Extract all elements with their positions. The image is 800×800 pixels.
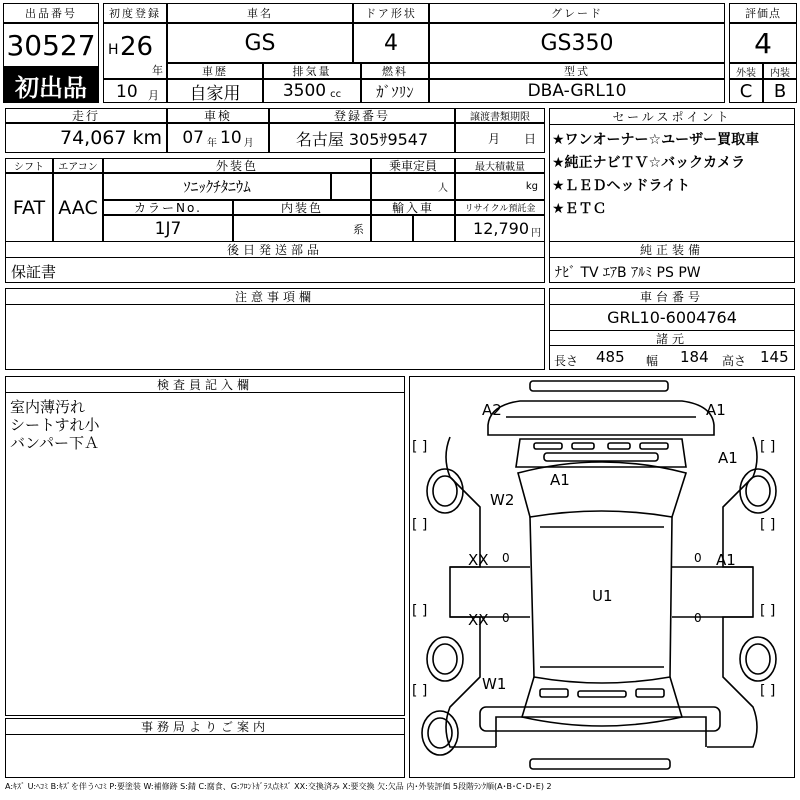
- inspector-panel: [5, 376, 405, 716]
- sales-point-2: ★純正ナビＴＶ☆バックカメラ: [552, 155, 746, 171]
- mark-xx-rear: XX: [468, 611, 489, 629]
- mark-zero-2: 0: [694, 551, 702, 565]
- mark-zero-3: 0: [502, 611, 510, 625]
- bracket-right-4: [ ]: [760, 683, 776, 699]
- car-name: GS: [167, 23, 353, 63]
- transfer-day-unit: 日: [523, 131, 536, 146]
- history: 自家用: [167, 79, 263, 103]
- interior-grade: B: [763, 79, 797, 103]
- int-color-label: 内装色: [233, 200, 371, 215]
- ext-color-extra: [331, 173, 371, 200]
- recycle: 12,790: [473, 219, 529, 238]
- chassis-panel: [549, 288, 795, 370]
- sales-points-label: セールスポイント: [550, 109, 794, 125]
- month-unit: 月: [148, 89, 159, 102]
- mark-w1: W1: [482, 675, 507, 693]
- color-no-label: カラーNo.: [103, 200, 233, 215]
- length: 485: [596, 348, 625, 366]
- plate: 名古屋 305ｻ9547: [269, 123, 455, 153]
- mileage-label: 走行: [5, 108, 167, 123]
- mark-u1: U1: [592, 587, 613, 605]
- transfer-month-unit: 月: [487, 131, 500, 146]
- mark-a1-front: A1: [706, 401, 726, 419]
- equipment-label: 純正装備: [550, 242, 794, 258]
- first-reg-year-cell: [103, 23, 167, 79]
- exterior-grade: C: [729, 79, 763, 103]
- import-cell-a: [371, 215, 413, 242]
- notes-label: 注意事項欄: [6, 289, 544, 305]
- mark-xx-front: XX: [468, 551, 489, 569]
- inspector-line-3: バンパー下Ａ: [10, 434, 99, 452]
- capacity-unit: 人: [371, 173, 455, 200]
- mark-a2: A2: [482, 401, 502, 419]
- chassis-label: 車台番号: [550, 289, 794, 305]
- inspection-month: 10: [220, 128, 242, 148]
- shift: FAT: [5, 173, 53, 242]
- recycle-unit: 円: [531, 228, 541, 239]
- width: 184: [680, 348, 709, 366]
- sales-points-panel: [549, 108, 795, 242]
- shift-label: シフト: [5, 158, 53, 173]
- later-parts-label: 後日発送部品: [6, 242, 544, 258]
- inspection-year-unit: 年: [207, 137, 217, 149]
- mileage-cell: [5, 123, 167, 153]
- ac-label: エアコン: [53, 158, 103, 173]
- import-label: 輸入車: [371, 200, 455, 215]
- notes-panel: [5, 288, 545, 370]
- later-parts-value: 保証書: [11, 263, 57, 281]
- mileage-unit: km: [132, 127, 162, 149]
- fuel: ｶﾞｿﾘﾝ: [361, 79, 429, 103]
- bracket-left-1: [ ]: [412, 439, 428, 455]
- bracket-right-3: [ ]: [760, 603, 776, 619]
- fuel-label: 燃料: [361, 63, 429, 79]
- mileage: 74,067: [60, 127, 127, 149]
- transfer-cell: [455, 123, 545, 153]
- bracket-right-1: [ ]: [760, 439, 776, 455]
- displacement-cell: [263, 79, 361, 103]
- interior-label: 内装: [763, 63, 797, 79]
- bracket-left-2: [ ]: [412, 517, 428, 533]
- score: 4: [729, 23, 797, 63]
- inspection-month-unit: 月: [243, 137, 254, 149]
- exterior-label: 外装: [729, 63, 763, 79]
- car-diagram: [410, 377, 793, 776]
- first-listing-badge: 初出品: [3, 67, 99, 103]
- displacement: 3500: [282, 81, 327, 101]
- era: H: [108, 42, 119, 58]
- car-name-label: 車名: [167, 3, 353, 23]
- lot-number-label: 出品番号: [3, 3, 99, 23]
- legend: A:ｷｽﾞ U:ﾍｺﾐ B:ｷｽﾞを伴うﾍｺﾐ P:要塗装 W:補修跡 S:錆 C:腐食、G:ﾌﾛﾝﾄｶﾞﾗｽ点ｷｽﾞ XX:交換済み X:要交換 欠:欠品 内･外装評価 5段階ﾗﾝｸ順(A･B･C･D･E) 2: [5, 782, 552, 791]
- mark-a1-door: A1: [716, 551, 736, 569]
- first-reg-month-cell: [103, 79, 167, 103]
- sales-point-1: ★ワンオーナー☆ユーザー買取車: [552, 132, 760, 148]
- mark-zero-1: 0: [502, 551, 510, 565]
- car-diagram-panel: [409, 376, 795, 778]
- bracket-left-3: [ ]: [412, 603, 428, 619]
- office-panel: [5, 718, 405, 778]
- inspection-label: 車検: [167, 108, 269, 123]
- displacement-label: 排気量: [263, 63, 361, 79]
- color-no: 1J7: [103, 215, 233, 242]
- later-parts-panel: [5, 241, 545, 283]
- width-label: 幅: [646, 354, 659, 368]
- recycle-label: リサイクル預託金: [455, 200, 545, 215]
- inspection-year: 07: [182, 128, 204, 148]
- doors: 4: [353, 23, 429, 63]
- dims-row: [550, 346, 794, 369]
- ext-color: ｿﾆｯｸﾁﾀﾆｳﾑ: [103, 173, 331, 200]
- mark-a1-hood: A1: [550, 471, 570, 489]
- model-label: 型式: [429, 63, 725, 79]
- office-label: 事務局よりご案内: [6, 719, 404, 735]
- grade-label: グレード: [429, 3, 725, 23]
- displacement-unit: cc: [330, 88, 342, 100]
- int-color-unit: 系: [233, 215, 371, 242]
- inspector-line-2: シートすれ小: [10, 416, 100, 434]
- chassis-number: GRL10-6004764: [550, 305, 794, 331]
- mark-a1-fender: A1: [718, 449, 738, 467]
- ext-color-label: 外装色: [103, 158, 371, 173]
- height-label: 高さ: [722, 354, 747, 368]
- bracket-left-4: [ ]: [412, 683, 428, 699]
- score-label: 評価点: [729, 3, 797, 23]
- mark-w2: W2: [490, 491, 515, 509]
- year-unit: 年: [152, 64, 163, 77]
- inspection-cell: [167, 123, 269, 153]
- length-label: 長さ: [554, 354, 579, 368]
- recycle-cell: [455, 215, 545, 242]
- height: 145: [760, 348, 789, 366]
- inspector-label: 検査員記入欄: [6, 377, 404, 393]
- grade: GS350: [429, 23, 725, 63]
- header-table: [3, 3, 797, 103]
- sales-point-4: ★ＥＴＣ: [552, 201, 607, 217]
- import-cell-b: [413, 215, 455, 242]
- equipment-panel: [549, 241, 795, 283]
- ac: AAC: [53, 173, 103, 242]
- equipment-value: ﾅﾋﾞ TV ｴｱB ｱﾙﾐ PS PW: [555, 265, 701, 281]
- first-reg-year: 26: [120, 32, 154, 62]
- transfer-label: 譲渡書類期限: [455, 108, 545, 123]
- mark-zero-4: 0: [694, 611, 702, 625]
- sales-point-3: ★ＬＥＤヘッドライト: [552, 178, 691, 194]
- specs-table: [5, 108, 545, 242]
- door-label: ドア形状: [353, 3, 429, 23]
- history-label: 車歴: [167, 63, 263, 79]
- first-reg-month: 10: [116, 82, 138, 102]
- load-unit: kg: [455, 173, 545, 200]
- dims-label: 諸元: [550, 331, 794, 346]
- model: DBA-GRL10: [429, 79, 725, 103]
- plate-label: 登録番号: [269, 108, 455, 123]
- load-label: 最大積載量: [455, 158, 545, 173]
- inspector-line-1: 室内薄汚れ: [10, 398, 86, 416]
- bracket-right-2: [ ]: [760, 517, 776, 533]
- first-reg-label: 初度登録: [103, 3, 167, 23]
- lot-number: 30527: [3, 23, 99, 67]
- capacity-label: 乗車定員: [371, 158, 455, 173]
